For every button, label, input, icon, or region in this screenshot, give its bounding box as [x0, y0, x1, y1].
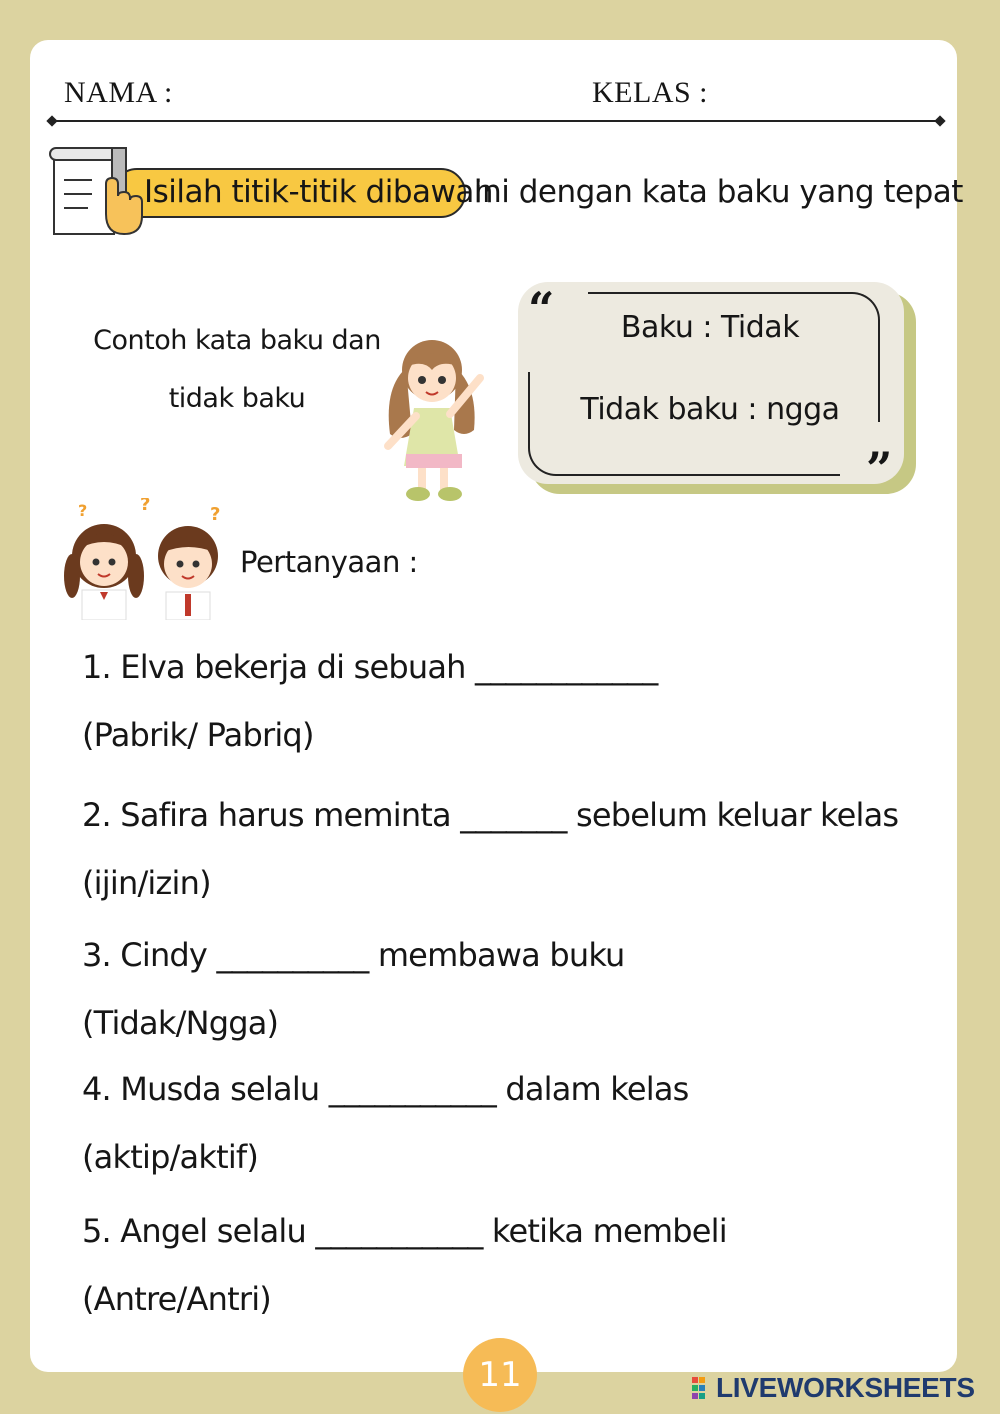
- svg-text:?: ?: [78, 501, 88, 520]
- question-2-options: (ijin/izin): [82, 864, 211, 902]
- page-number: 11: [463, 1338, 537, 1412]
- header-divider: [52, 120, 940, 122]
- open-quote-icon: “: [528, 282, 555, 336]
- kids-thinking-illustration: [60, 498, 236, 620]
- question-3-options: (Tidak/Ngga): [82, 1004, 279, 1042]
- question-5-options: (Antre/Antri): [82, 1280, 271, 1318]
- instruction-text: ini dengan kata baku yang tepat: [474, 174, 963, 210]
- instruction-highlighted-text: Isilah titik-titik dibawah: [144, 174, 493, 210]
- nama-label: NAMA :: [64, 76, 173, 109]
- tidak-baku-example: Tidak baku : ngga: [580, 392, 840, 427]
- svg-text:?: ?: [140, 498, 151, 515]
- girl-pointing-illustration: [376, 328, 490, 506]
- question-1-sentence: 1. Elva bekerja di sebuah ____________: [82, 648, 658, 686]
- example-caption-line2: tidak baku: [168, 383, 306, 414]
- question-5-sentence: 5. Angel selalu ___________ ketika membeli: [82, 1212, 727, 1250]
- svg-text:?: ?: [210, 504, 221, 525]
- liveworksheets-logo-icon: [692, 1377, 712, 1399]
- example-caption-line1: Contoh kata baku dan: [93, 325, 381, 356]
- question-4-options: (aktip/aktif): [82, 1138, 259, 1176]
- question-2-sentence: 2. Safira harus meminta _______ sebelum keluar kelas: [82, 796, 899, 834]
- liveworksheets-logo-text: LIVEWORKSHEETS: [716, 1372, 975, 1403]
- question-1-options: (Pabrik/ Pabriq): [82, 716, 314, 754]
- kelas-label: KELAS :: [592, 76, 708, 109]
- question-3-sentence: 3. Cindy __________ membawa buku: [82, 936, 625, 974]
- baku-example: Baku : Tidak: [620, 310, 800, 345]
- example-caption: [82, 312, 392, 428]
- close-quote-icon: ”: [866, 442, 893, 496]
- pointing-hand-document-icon: [48, 144, 144, 240]
- question-4-sentence: 4. Musda selalu ___________ dalam kelas: [82, 1070, 689, 1108]
- liveworksheets-logo[interactable]: [692, 1371, 975, 1405]
- section-label: Pertanyaan :: [240, 545, 418, 579]
